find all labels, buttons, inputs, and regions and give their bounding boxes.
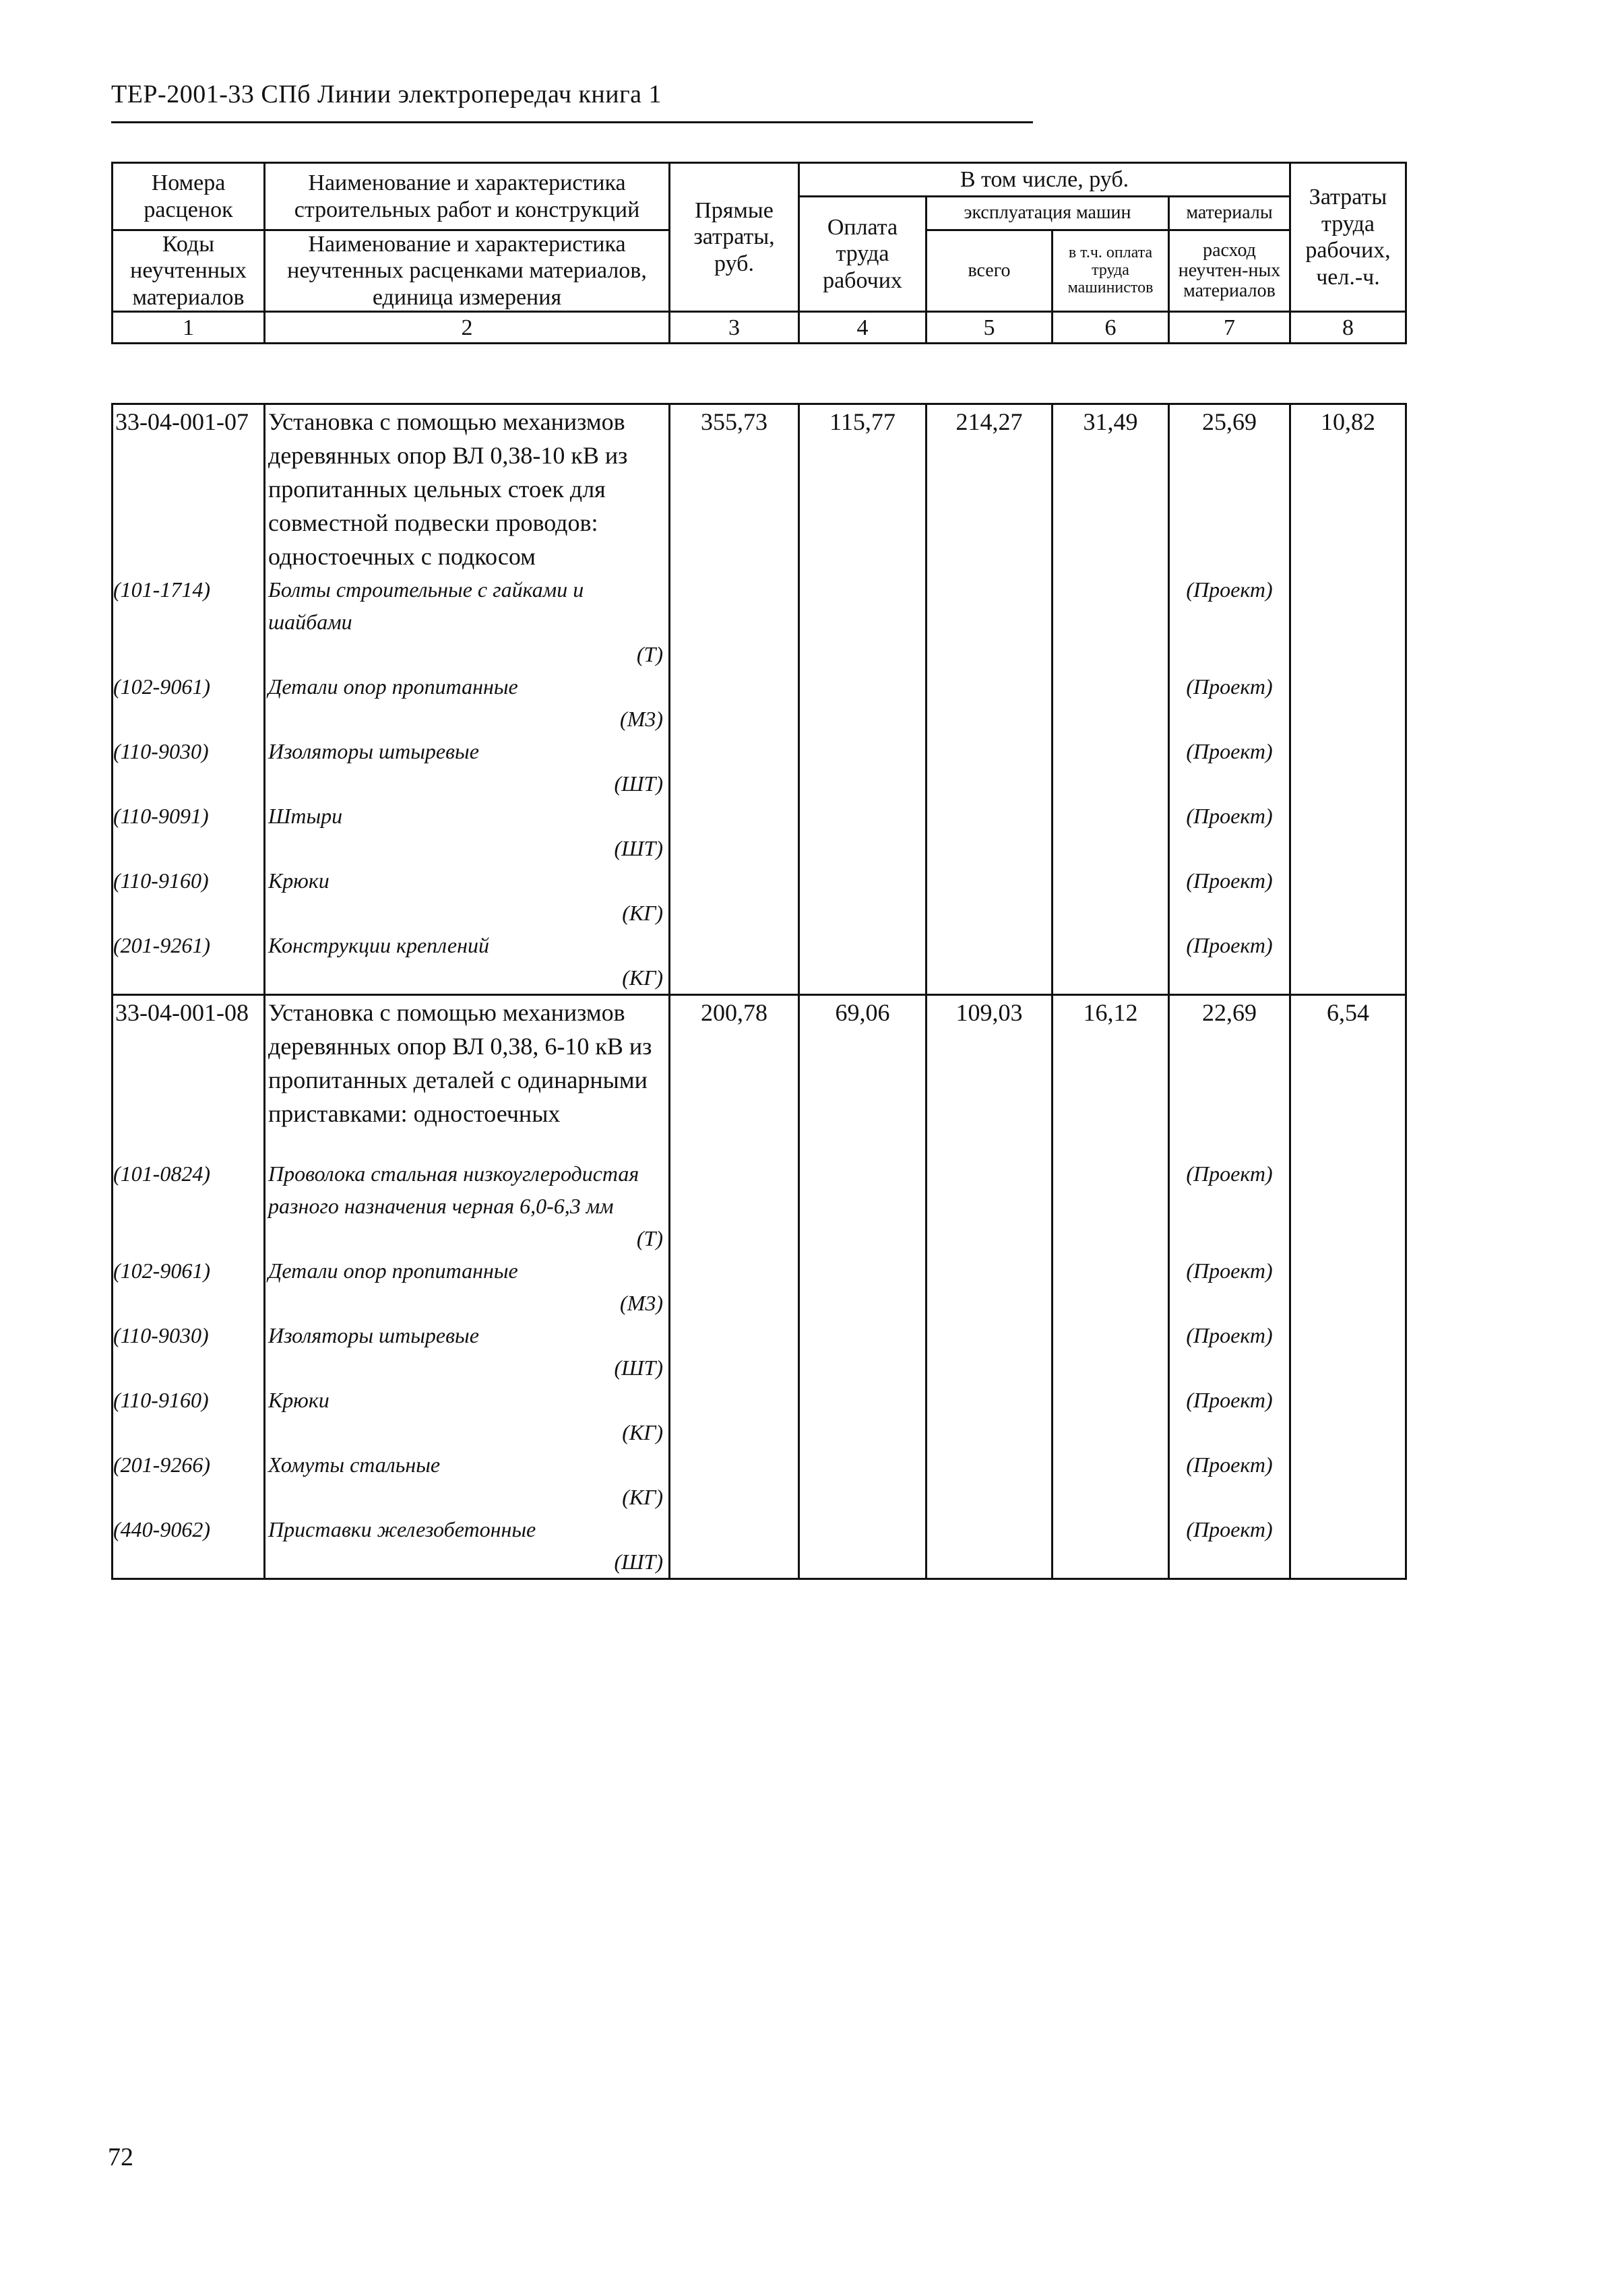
header-unaccounted-materials: расход неучтен-ных материалов [1169, 230, 1290, 312]
material-code: (440-9062) [113, 1513, 265, 1579]
material-name: Конструкции креплений [268, 933, 489, 957]
material-code: (101-1714) [113, 573, 265, 670]
document-title: ТЕР-2001-33 СПб Линии электропередач книга 1 [111, 80, 662, 108]
direct-cost-value: 200,78 [670, 995, 799, 1158]
material-note: (Проект) [1169, 1448, 1290, 1513]
material-name: Изоляторы штыревые [268, 1323, 479, 1347]
material-name: Крюки [268, 868, 329, 893]
material-note: (Проект) [1169, 929, 1290, 995]
machinist-pay-value: 31,49 [1053, 404, 1169, 574]
material-row [113, 800, 1406, 864]
material-note: (Проект) [1169, 670, 1290, 735]
material-row [113, 1254, 1406, 1319]
material-row [113, 929, 1406, 995]
header-labor-hours: Затраты труда рабочих, чел.-ч. [1290, 163, 1406, 312]
material-name: Детали опор пропитанные [268, 674, 518, 699]
header-materials-group: материалы [1169, 197, 1290, 230]
material-code: (201-9266) [113, 1448, 265, 1513]
material-code: (101-0824) [113, 1157, 265, 1254]
material-row [113, 1319, 1406, 1384]
materials-value: 25,69 [1169, 404, 1290, 574]
header-material-codes: Коды неучтенных материалов [113, 230, 265, 312]
material-unit: (КГ) [622, 965, 663, 990]
material-unit: (КГ) [622, 1420, 663, 1444]
column-number: 8 [1290, 312, 1406, 344]
material-note: (Проект) [1169, 573, 1290, 670]
material-row [113, 1384, 1406, 1448]
machines-total-value: 109,03 [927, 995, 1053, 1158]
header-rate-numbers: Номера расценок [113, 163, 265, 230]
column-number: 6 [1053, 312, 1169, 344]
work-description: Установка с помощью механизмов деревянных опор ВЛ 0,38-10 кВ из пропитанных цельных стоек для совместной подвески проводов: одностоечных с подкосом [265, 404, 670, 574]
material-note: (Проект) [1169, 735, 1290, 800]
material-row [113, 1157, 1406, 1254]
material-note: (Проект) [1169, 800, 1290, 864]
labor-hours-value: 6,54 [1290, 995, 1406, 1158]
column-number: 2 [265, 312, 670, 344]
material-code: (110-9030) [113, 1319, 265, 1384]
direct-cost-value: 355,73 [670, 404, 799, 574]
material-unit: (Т) [636, 1226, 663, 1250]
material-note: (Проект) [1169, 1254, 1290, 1319]
material-note: (Проект) [1169, 1319, 1290, 1384]
header-material-names: Наименование и характеристика неучтенных расценками материалов, единица измерения [265, 230, 670, 312]
material-code: (102-9061) [113, 1254, 265, 1319]
material-row [113, 864, 1406, 929]
rates-table [111, 403, 1407, 1580]
work-description: Установка с помощью механизмов деревянных опор ВЛ 0,38, 6-10 кВ из пропитанных деталей с одинарными приставками: одностоечных [265, 995, 670, 1158]
labor-pay-value: 115,77 [799, 404, 927, 574]
material-note: (Проект) [1169, 864, 1290, 929]
table-row [113, 995, 1406, 1158]
material-name: Детали опор пропитанные [268, 1258, 518, 1283]
material-unit: (М3) [620, 1291, 663, 1315]
page-number: 72 [108, 2143, 133, 2171]
labor-hours-value: 10,82 [1290, 404, 1406, 574]
material-code: (110-9160) [113, 864, 265, 929]
material-code: (110-9091) [113, 800, 265, 864]
machinist-pay-value: 16,12 [1053, 995, 1169, 1158]
column-number: 1 [113, 312, 265, 344]
title-rule [111, 121, 1033, 123]
machines-total-value: 214,27 [927, 404, 1053, 574]
material-unit: (ШТ) [614, 771, 663, 796]
material-unit: (ШТ) [614, 1550, 663, 1574]
material-name: Штыри [268, 804, 343, 828]
material-unit: (ШТ) [614, 836, 663, 860]
column-number: 3 [670, 312, 799, 344]
header-machines-group: эксплуатация машин [927, 197, 1169, 230]
rate-code: 33-04-001-08 [113, 995, 265, 1158]
material-row [113, 1513, 1406, 1579]
material-name: Изоляторы штыревые [268, 739, 479, 763]
material-row [113, 573, 1406, 670]
material-unit: (М3) [620, 707, 663, 731]
material-row [113, 670, 1406, 735]
material-name: Проволока стальная низкоуглеродистая разного назначения черная 6,0-6,3 мм [268, 1161, 639, 1218]
column-number: 5 [927, 312, 1053, 344]
material-note: (Проект) [1169, 1513, 1290, 1579]
header-machinist-pay: в т.ч. оплата труда машинистов [1053, 230, 1169, 312]
material-unit: (Т) [636, 642, 663, 666]
header-direct-cost: Прямые затраты, руб. [670, 163, 799, 312]
material-code: (201-9261) [113, 929, 265, 995]
table-row [113, 404, 1406, 574]
material-name: Крюки [268, 1388, 329, 1412]
material-note: (Проект) [1169, 1157, 1290, 1254]
header-machines-total: всего [927, 230, 1053, 312]
material-unit: (КГ) [622, 1485, 663, 1509]
column-number: 7 [1169, 312, 1290, 344]
material-code: (110-9030) [113, 735, 265, 800]
materials-value: 22,69 [1169, 995, 1290, 1158]
material-code: (110-9160) [113, 1384, 265, 1448]
rate-code: 33-04-001-07 [113, 404, 265, 574]
material-name: Хомуты стальные [268, 1453, 441, 1477]
material-unit: (КГ) [622, 901, 663, 925]
header-including-group: В том числе, руб. [799, 163, 1290, 197]
header-labor-pay: Оплата труда рабочих [799, 197, 927, 312]
material-unit: (ШТ) [614, 1356, 663, 1380]
column-header-table [111, 162, 1407, 344]
header-work-name: Наименование и характеристика строительных работ и конструкций [265, 163, 670, 230]
material-note: (Проект) [1169, 1384, 1290, 1448]
material-row [113, 735, 1406, 800]
column-number: 4 [799, 312, 927, 344]
material-code: (102-9061) [113, 670, 265, 735]
material-row [113, 1448, 1406, 1513]
material-name: Приставки железобетонные [268, 1517, 536, 1541]
material-name: Болты строительные с гайками и шайбами [268, 577, 584, 634]
labor-pay-value: 69,06 [799, 995, 927, 1158]
